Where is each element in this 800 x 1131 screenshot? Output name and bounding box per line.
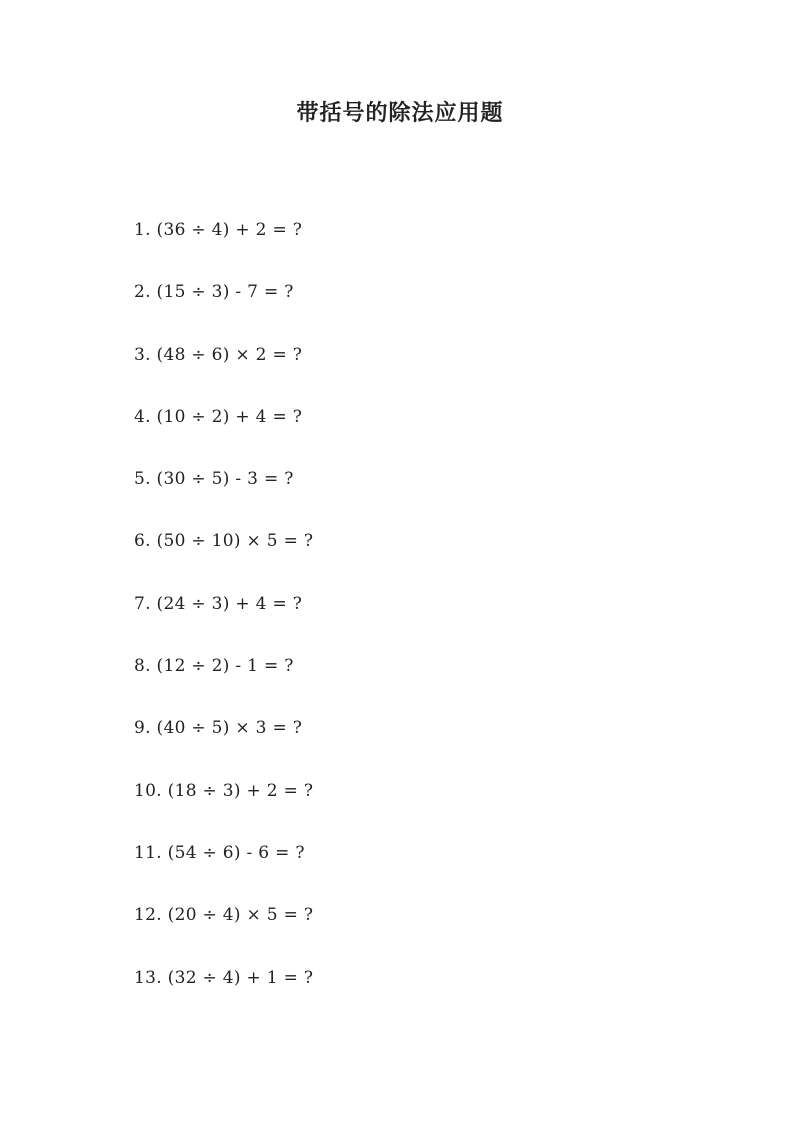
- problem-item-2: [134, 279, 313, 341]
- problem-number: 12.: [134, 905, 162, 926]
- problem-number: 8.: [134, 656, 151, 677]
- problem-expression: (40 ÷ 5) × 3 = ?: [156, 718, 303, 739]
- problem-number: 3.: [134, 344, 151, 365]
- problem-number: 11.: [134, 842, 162, 863]
- problem-item-8: [134, 653, 313, 715]
- problem-item-13: [134, 965, 313, 1027]
- problem-number: 2.: [134, 282, 151, 303]
- problem-expression: (20 ÷ 4) × 5 = ?: [167, 905, 314, 926]
- problem-number: 9.: [134, 718, 151, 739]
- problem-number: 4.: [134, 406, 151, 427]
- problem-expression: (24 ÷ 3) + 4 = ?: [156, 593, 303, 614]
- problem-expression: (15 ÷ 3) - 7 = ?: [156, 282, 294, 303]
- problem-expression: (30 ÷ 5) - 3 = ?: [156, 469, 294, 490]
- problem-number: 7.: [134, 593, 151, 614]
- problem-item-3: [134, 342, 313, 404]
- page-title: 带括号的除法应用题: [296, 100, 504, 126]
- problem-number: 10.: [134, 780, 162, 801]
- problem-list: [134, 217, 313, 1027]
- problem-expression: (32 ÷ 4) + 1 = ?: [167, 967, 314, 988]
- problem-expression: (10 ÷ 2) + 4 = ?: [156, 406, 303, 427]
- problem-expression: (48 ÷ 6) × 2 = ?: [156, 344, 303, 365]
- problem-expression: (50 ÷ 10) × 5 = ?: [156, 531, 314, 552]
- problem-expression: (18 ÷ 3) + 2 = ?: [167, 780, 314, 801]
- problem-item-11: [134, 840, 313, 902]
- problem-number: 1.: [134, 220, 151, 240]
- problem-item-6: [134, 528, 313, 590]
- problem-number: 13.: [134, 967, 162, 988]
- problem-expression: (54 ÷ 6) - 6 = ?: [167, 842, 305, 863]
- problem-item-10: [134, 778, 313, 840]
- problem-number: 6.: [134, 531, 151, 552]
- problem-item-9: [134, 715, 313, 777]
- problem-number: 5.: [134, 469, 151, 490]
- problem-item-5: [134, 466, 313, 528]
- problem-expression: (36 ÷ 4) + 2 = ?: [156, 220, 303, 240]
- problem-item-1: [134, 217, 313, 279]
- problem-expression: (12 ÷ 2) - 1 = ?: [156, 656, 294, 677]
- problem-item-7: [134, 591, 313, 653]
- problem-item-12: [134, 902, 313, 964]
- problem-item-4: [134, 404, 313, 466]
